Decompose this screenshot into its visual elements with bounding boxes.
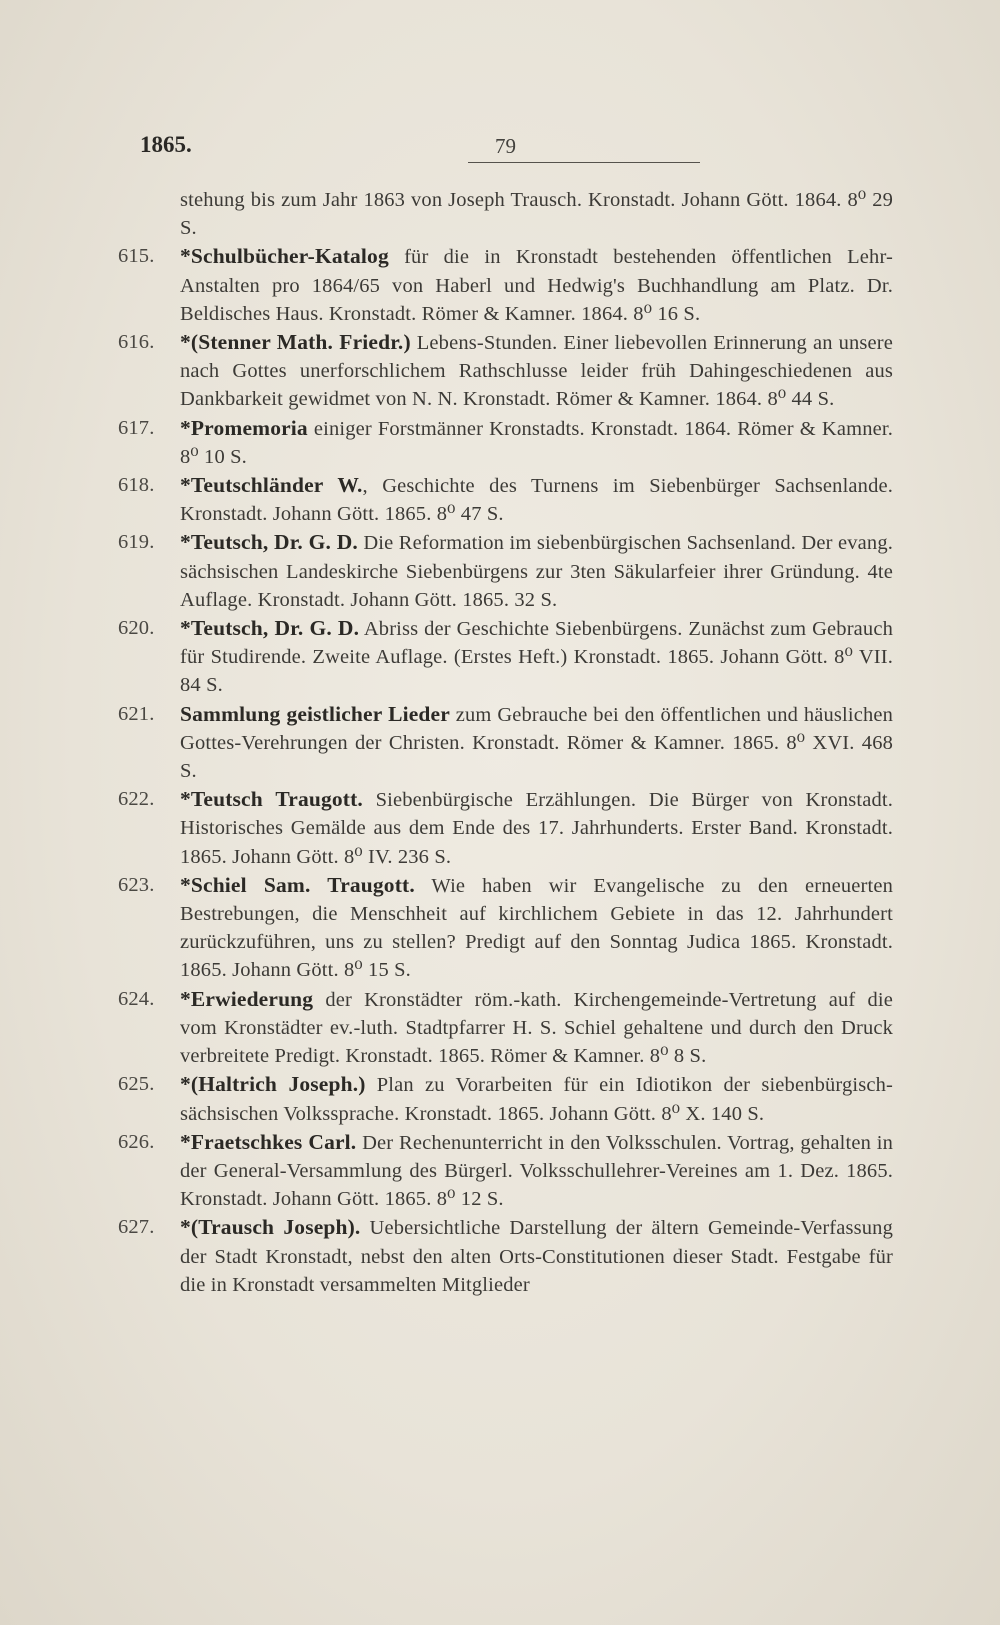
entry-author: *Teutschländer W.: [180, 473, 363, 498]
bibliography-entry: [118, 242, 893, 328]
entry-author: Sammlung geistlicher Lieder: [180, 701, 450, 726]
entry-author: *(Haltrich Joseph.): [180, 1072, 366, 1097]
entry-text: Siebenbürgische Erzählungen. Die Bürger von Kronstadt. Historisches Gemälde aus dem Ende des 17. Jahrhunderts. Erster Band. Kronstadt. 1865. Johann Gött. 8⁰ IV. 236 S.: [180, 789, 893, 868]
entry-author: *Teutsch Traugott.: [180, 787, 363, 812]
bibliography-entry: [118, 1128, 893, 1214]
entry-author: *Schiel Sam. Traugott.: [180, 872, 415, 897]
bibliography-entry: [118, 985, 893, 1071]
entry-author: *(Trausch Joseph).: [180, 1215, 361, 1240]
entry-text: Die Reformation im siebenbürgischen Sachsenland. Der evang. sächsischen Landeskirche Siebenbürgens zur 3ten Säkularfeier ihrer Gründung. 4te Auflage. Kronstadt. Johann Gött. 1865. 32 S.: [180, 532, 893, 611]
entry-number: 624.: [118, 987, 155, 1010]
entry-text: stehung bis zum Jahr 1863 von Joseph Trausch. Kronstadt. Johann Gött. 1864. 8⁰ 29 S.: [180, 189, 893, 240]
page-number: 79: [495, 134, 516, 158]
entries: [118, 242, 893, 1299]
entry-text: Plan zu Vorarbeiten für ein Idiotikon der siebenbürgisch-sächsischen Volkssprache. Kronstadt. 1865. Johann Gött. 8⁰ X. 140 S.: [180, 1074, 893, 1125]
bibliography-entry: [118, 1213, 893, 1299]
bibliography-entry: [118, 700, 893, 786]
entry-number: 621.: [118, 702, 155, 725]
entry-author: *(Stenner Math. Friedr.): [180, 330, 411, 355]
bibliography-entry: [118, 471, 893, 528]
entry-number: 622.: [118, 788, 155, 811]
entry-text: zum Gebrauche bei den öffentlichen und häuslichen Gottes-Verehrungen der Christen. Kronstadt. Römer & Kamner. 1865. 8⁰ XVI. 468 S.: [180, 703, 893, 783]
entry-text: einiger Forstmänner Kronstadts. Kronstadt. 1864. Römer & Kamner. 8⁰ 10 S.: [180, 417, 893, 468]
entry-text: Lebens-Stunden. Einer liebevollen Erinnerung an unsere nach Gottes unerforschlichem Rathschlusse leider früh Dahingeschiedenen aus Dankbarkeit gewidmet von N. N. Kronstadt. Römer & Kamner. 1864. 8⁰ 44 S.: [180, 332, 893, 411]
entry-number: 625.: [118, 1073, 155, 1096]
entry-number: 626.: [118, 1130, 155, 1153]
entry-text: Wie haben wir Evangelische zu den erneuerten Bestrebungen, die Menschheit auf kirchlichem Gebiete in das 12. Jahrhundert zurückzuführen, uns zu stellen? Predigt auf den Sonntag Judica 1865. Kronstadt. 1865. Johann Gött. 8⁰ 15 S.: [180, 874, 893, 982]
entry-number: 620.: [118, 617, 155, 640]
entry-number: 616.: [118, 331, 155, 354]
entry-text: Abriss der Geschichte Siebenbürgens. Zunächst zum Gebrauch für Studirende. Zweite Auflage. (Erstes Heft.) Kronstadt. 1865. Johann Gött. 8⁰ VII. 84 S.: [180, 618, 893, 697]
entry-number: 617.: [118, 416, 155, 439]
entry-author: *Fraetschkes Carl.: [180, 1129, 357, 1154]
entry-number: 615.: [118, 245, 155, 268]
entry-text: Der Rechenunterricht in den Volksschulen. Vortrag, gehalten in der General-Versammlung des Bürgerl. Volksschullehrer-Vereines am 1. Dez. 1865. Kronstadt. Johann Gött. 1865. 8⁰ 12 S.: [180, 1131, 894, 1211]
bibliography-entry: [118, 328, 893, 414]
running-head-year: 1865.: [140, 132, 192, 157]
continued-entry: [118, 186, 893, 242]
page-header: [140, 132, 560, 166]
bibliography-entry: [118, 414, 893, 471]
entry-text: Uebersichtliche Darstellung der ältern Gemeinde-Verfassung der Stadt Kronstadt, nebst den alten Orts-Constitutionen dieser Stadt. Festgabe für die in Kronstadt versammelten Mitglieder: [180, 1217, 893, 1296]
entry-number: 627.: [118, 1216, 155, 1239]
entry-number: 618.: [118, 474, 155, 497]
entry-text: , Geschichte des Turnens im Siebenbürger Sachsenlande. Kronstadt. Johann Gött. 1865. 8⁰ 47 S.: [180, 475, 893, 526]
bibliography-entry: [118, 528, 893, 614]
entry-author: *Schulbücher-Katalog: [180, 244, 389, 269]
entry-author: *Erwiederung: [180, 986, 314, 1011]
entry-number: 623.: [118, 873, 155, 896]
entry-text: der Kronstädter röm.-kath. Kirchengemeinde-Vertretung auf die vom Kronstädter ev.-luth. Stadtpfarrer H. S. Schiel gehaltene und durch den Druck verbreitete Predigt. Kronstadt. 1865. Römer & Kamner. 8⁰ 8 S.: [180, 988, 893, 1068]
bibliography-list: [118, 186, 893, 1299]
entry-number: 619.: [118, 531, 155, 554]
header-rule: [468, 162, 700, 163]
entry-author: *Promemoria: [180, 415, 308, 440]
entry-author: *Teutsch, Dr. G. D.: [180, 616, 360, 641]
bibliography-entry: [118, 785, 893, 871]
entry-author: *Teutsch, Dr. G. D.: [180, 530, 358, 555]
entry-text: für die in Kronstadt bestehenden öffentlichen Lehr-Anstalten pro 1864/65 von Haberl und Hedwig's Buchhandlung am Platz. Dr. Beldisches Haus. Kronstadt. Römer & Kamner. 1864. 8⁰ 16 S.: [180, 246, 893, 325]
bibliography-entry: [118, 871, 893, 985]
bibliography-entry: [118, 614, 893, 700]
bibliography-entry: [118, 1070, 893, 1127]
